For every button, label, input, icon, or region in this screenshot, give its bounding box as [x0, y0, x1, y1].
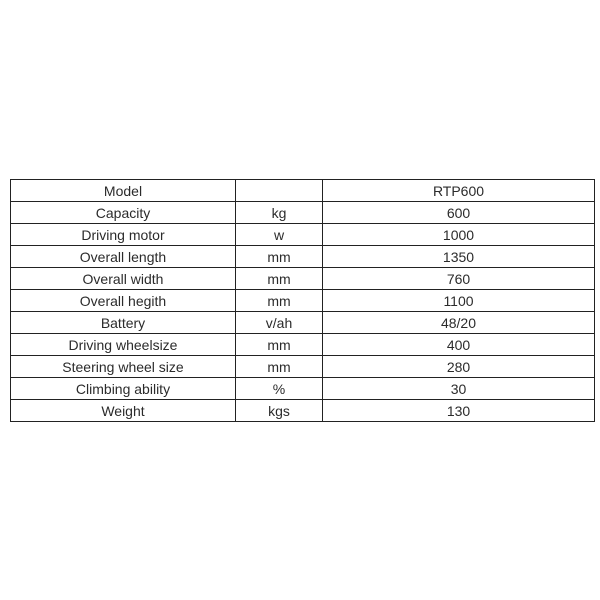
unit-cell: kgs: [236, 400, 323, 422]
table-row: [11, 312, 595, 334]
param-cell: Driving motor: [11, 224, 236, 246]
param-cell: Overall width: [11, 268, 236, 290]
table-row: [11, 334, 595, 356]
table-row: [11, 290, 595, 312]
unit-cell: mm: [236, 356, 323, 378]
table-row: [11, 268, 595, 290]
table-row: [11, 224, 595, 246]
value-cell: RTP600: [323, 180, 595, 202]
unit-cell: kg: [236, 202, 323, 224]
unit-cell: mm: [236, 246, 323, 268]
param-cell: Model: [11, 180, 236, 202]
table-row: [11, 356, 595, 378]
param-cell: Battery: [11, 312, 236, 334]
param-cell: Weight: [11, 400, 236, 422]
table-row: [11, 400, 595, 422]
value-cell: 1100: [323, 290, 595, 312]
spec-table: [10, 179, 595, 422]
value-cell: 400: [323, 334, 595, 356]
param-cell: Overall length: [11, 246, 236, 268]
value-cell: 600: [323, 202, 595, 224]
value-cell: 1350: [323, 246, 595, 268]
table-row: [11, 202, 595, 224]
unit-cell: mm: [236, 334, 323, 356]
param-cell: Capacity: [11, 202, 236, 224]
table-row: [11, 180, 595, 202]
unit-cell: w: [236, 224, 323, 246]
param-cell: Climbing ability: [11, 378, 236, 400]
value-cell: 130: [323, 400, 595, 422]
value-cell: 48/20: [323, 312, 595, 334]
unit-cell: %: [236, 378, 323, 400]
table-row: [11, 246, 595, 268]
param-cell: Driving wheelsize: [11, 334, 236, 356]
value-cell: 280: [323, 356, 595, 378]
value-cell: 30: [323, 378, 595, 400]
unit-cell: mm: [236, 268, 323, 290]
unit-cell: mm: [236, 290, 323, 312]
value-cell: 760: [323, 268, 595, 290]
param-cell: Overall hegith: [11, 290, 236, 312]
unit-cell: v/ah: [236, 312, 323, 334]
unit-cell: [236, 180, 323, 202]
value-cell: 1000: [323, 224, 595, 246]
param-cell: Steering wheel size: [11, 356, 236, 378]
table-row: [11, 378, 595, 400]
